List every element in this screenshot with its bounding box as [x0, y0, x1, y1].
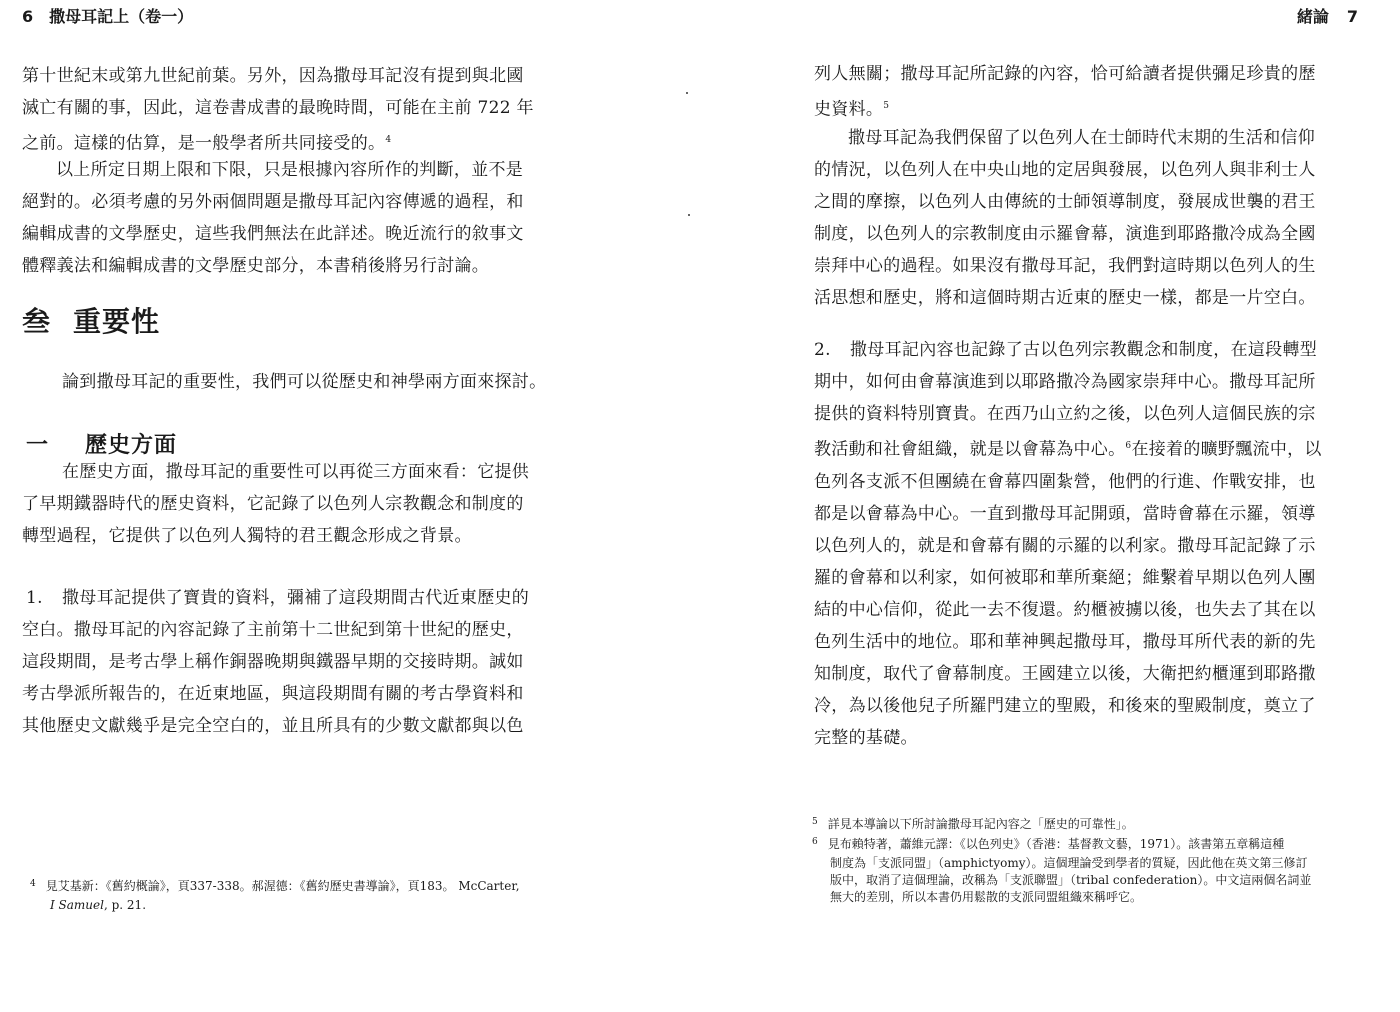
text-line: 這段期間，是考古學上稱作銅器晚期與鐵器早期的交接時期。誠如 — [22, 652, 524, 672]
history-paragraph — [22, 456, 529, 552]
text-line: 論到撒母耳記的重要性，我們可以從歷史和神學兩方面來探討。 — [62, 372, 547, 392]
section-number: 叁 — [22, 305, 52, 338]
text-line: 列人無關；撒母耳記所記錄的內容，恰可給讀者提供彌足珍貴的歷 — [814, 64, 1316, 84]
footnote-line: 無大的差別，所以本書仍用鬆散的支派同盟組織來稱呼它。 — [830, 890, 1143, 904]
point-2-number: 2. — [814, 340, 831, 360]
book-title: I Samuel — [50, 898, 104, 912]
text-line: 結的中心信仰，從此一去不復還。約櫃被擄以後，也失去了其在以 — [814, 599, 1316, 620]
footnote-ref-5[interactable]: 5 — [883, 101, 890, 111]
preservation-paragraph — [814, 122, 1316, 314]
text-line: 絕對的。必須考慮的另外兩個問題是撒母耳記內容傳遞的過程，和 — [22, 192, 524, 212]
text-line: 其他歷史文獻幾乎是完全空白的，並且所具有的少數文獻都與以色 — [22, 716, 524, 736]
text-line: 2. 撒母耳記內容也記錄了古以色列宗教觀念和制度，在這段轉型 — [814, 334, 1322, 366]
text-line: 羅的會幕和以利家，如何被耶和華所棄絕；維繫着早期以色列人團 — [814, 567, 1316, 588]
text-line: 崇拜中心的過程。如果沒有撒母耳記，我們對這時期以色列人的生 — [814, 256, 1316, 276]
text-line: 體釋義法和編輯成書的文學歷史部分，本書稍後將另行討論。 — [22, 256, 490, 276]
point-1-paragraph — [22, 582, 529, 742]
right-running-header — [1297, 4, 1358, 27]
right-page — [700, 0, 1400, 1012]
importance-intro — [22, 366, 546, 398]
point-1-number: 1. — [26, 588, 43, 608]
right-page-number: 7 — [1346, 7, 1358, 26]
text-line: 的情況，以色列人在中央山地的定居與發展，以色列人與非利士人 — [814, 160, 1316, 180]
text-line: 知制度，取代了會幕制度。王國建立以後，大衛把約櫃運到耶路撒 — [814, 663, 1316, 684]
continuation-paragraph — [814, 58, 1316, 126]
footnote-mark: 6 — [812, 837, 818, 847]
text-line: 滅亡有關的事，因此，這卷書成書的最晚時間，可能在主前 722 年 — [22, 98, 534, 118]
footnote-line: $^4$ 見艾基新：《舊約概論》，頁337-338。郝渥德：《舊約歷史書導論》，頁183。 McCarter, — [30, 879, 520, 893]
text-line: 之前。這樣的估算，是一般學者所共同接受的。$^4$ — [22, 133, 392, 154]
footnote-4 — [30, 878, 520, 914]
right-header-title: 緒論 — [1296, 7, 1329, 26]
footnote-ref-6[interactable]: 6 — [1125, 441, 1132, 451]
left-header-title: 撒母耳記上（卷一） — [49, 7, 194, 26]
text-line: 以色列人的，就是和會幕有關的示羅的以利家。撒母耳記記錄了示 — [814, 535, 1316, 556]
footnote-ref-4[interactable]: 4 — [385, 135, 392, 145]
subsection-heading-history — [26, 428, 177, 459]
footnote-line: $^5$ 詳見本導論以下所討論撒母耳記內容之「歷史的可靠性」。 — [812, 817, 1134, 831]
text-line: 教活動和社會組織，就是以會幕為中心。$^6$在接着的曠野飄流中，以 — [814, 439, 1322, 460]
text-line: 都是以會幕為中心。一直到撒母耳記開頭，當時會幕在示羅，領導 — [814, 503, 1316, 524]
subsection-title: 歷史方面 — [85, 433, 178, 458]
section-heading-importance — [22, 300, 160, 340]
text-line: 第十世紀末或第九世紀前葉。另外，因為撒母耳記沒有提到與北國 — [22, 66, 524, 86]
text-line: 冷，為以後他兒子所羅門建立的聖殿，和後來的聖殿制度，奠立了 — [814, 695, 1316, 716]
footnote-mark: 5 — [812, 817, 818, 827]
footnote-6 — [812, 836, 1311, 906]
text-line: 提供的資料特別寶貴。在西乃山立約之後，以色列人這個民族的宗 — [814, 404, 1316, 424]
scan-speck — [688, 214, 690, 216]
footnote-5 — [812, 816, 1134, 835]
text-line: 期中，如何由會幕演進到以耶路撒冷為國家崇拜中心。撒母耳記所 — [814, 372, 1316, 392]
text-line: 完整的基礎。 — [814, 727, 918, 748]
footnote-line: $^6$ 見布賴特著，蕭維元譯：《以色列史》（香港：基督教文藝，1971）。該書第五章稱這種 — [812, 837, 1285, 851]
subsection-number: 一 — [26, 433, 50, 458]
text-line: 制度，以色列人的宗教制度由示羅會幕，演進到耶路撒冷成為全國 — [814, 224, 1316, 244]
text-line: 轉型過程，它提供了以色列人獨特的君王觀念形成之背景。 — [22, 526, 472, 546]
point-2-paragraph — [814, 334, 1322, 754]
footnote-line: I Samuel, p. 21. — [50, 898, 147, 912]
text-line: 以上所定日期上限和下限，只是根據內容所作的判斷，並不是 — [56, 160, 524, 180]
text-line: 考古學派所報告的，在近東地區，與這段期間有關的考古學資料和 — [22, 684, 524, 704]
text-line: 之間的摩擦，以色列人由傳統的士師領導制度，發展成世襲的君王 — [814, 192, 1316, 212]
text-line: 空白。撒母耳記的內容記錄了主前第十二世紀到第十世紀的歷史， — [22, 620, 524, 640]
text-line: 史資料。$^5$ — [814, 99, 890, 120]
section-title: 重要性 — [73, 305, 161, 338]
intro-paragraph — [22, 60, 534, 160]
scan-speck — [686, 92, 688, 94]
left-running-header — [22, 4, 193, 27]
text-line: 編輯成書的文學歷史，這些我們無法在此詳述。晚近流行的敘事文 — [22, 224, 524, 244]
footnote-line: 版中，取消了這個理論，改稱為「支派聯盟」（tribal confederation）。中文這兩個名詞並 — [830, 873, 1312, 887]
dating-paragraph — [22, 154, 524, 282]
text-line: 活思想和歷史，將和這個時期古近東的歷史一樣，都是一片空白。 — [814, 288, 1316, 308]
footnote-line: 制度為「支派同盟」（amphictyomy）。這個理論受到學者的質疑，因此他在英文第三修訂 — [830, 856, 1308, 870]
text-line: 撒母耳記為我們保留了以色列人在士師時代末期的生活和信仰 — [848, 128, 1316, 148]
text-line: 1. 撒母耳記提供了寶貴的資料，彌補了這段期間古代近東歷史的 — [22, 582, 529, 614]
text-line: 了早期鐵器時代的歷史資料，它記錄了以色列人宗教觀念和制度的 — [22, 494, 524, 514]
text-line: 在歷史方面，撒母耳記的重要性可以再從三方面來看：它提供 — [62, 462, 530, 482]
text-line: 色列生活中的地位。耶和華神興起撒母耳，撒母耳所代表的新的先 — [814, 631, 1316, 652]
left-page-number: 6 — [22, 7, 34, 26]
footnote-mark: 4 — [30, 879, 36, 889]
text-line: 色列各支派不但團繞在會幕四圍紮營，他們的行進、作戰安排，也 — [814, 471, 1316, 492]
